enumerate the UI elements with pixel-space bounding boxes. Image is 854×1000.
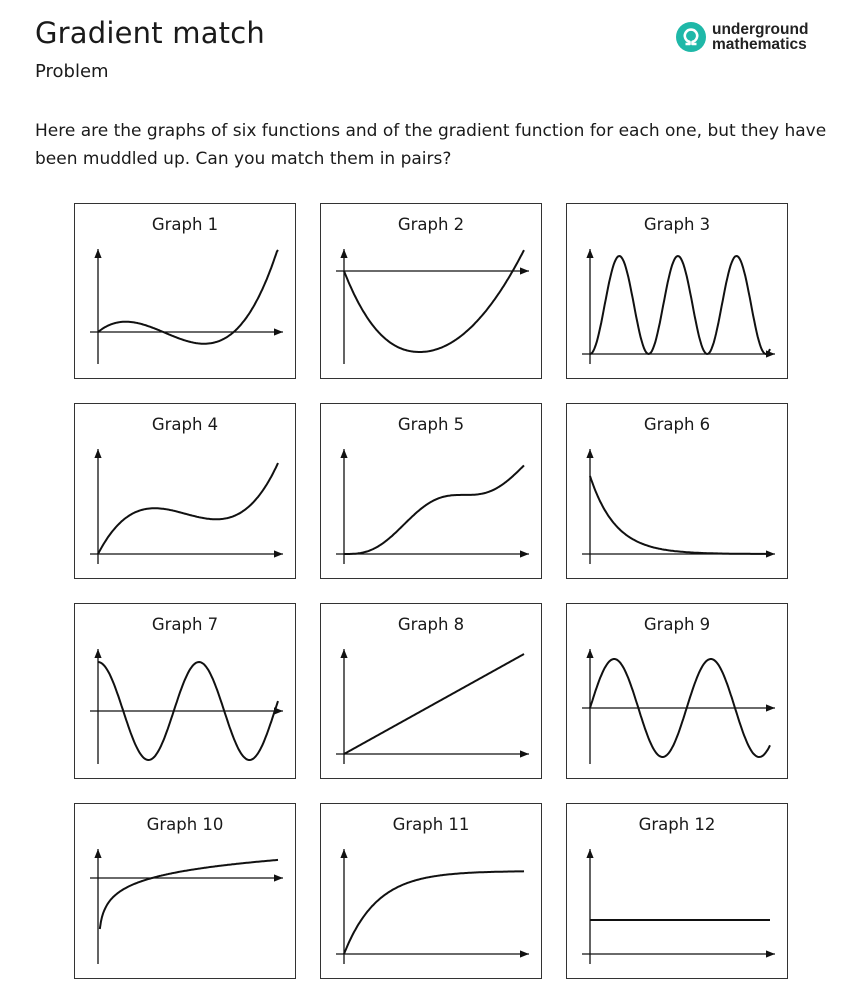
graph-plot bbox=[75, 604, 297, 780]
graph-plot bbox=[567, 204, 789, 380]
graph-card-9[interactable] bbox=[566, 603, 788, 779]
graph-curve bbox=[590, 476, 770, 554]
graph-axes bbox=[582, 449, 775, 564]
graph-plot bbox=[567, 404, 789, 580]
graph-grid bbox=[74, 203, 788, 979]
axis-arrowhead bbox=[274, 550, 283, 557]
graph-card-3[interactable] bbox=[566, 203, 788, 379]
graph-label: Graph 2 bbox=[397, 215, 465, 234]
graph-label: Graph 6 bbox=[643, 415, 711, 434]
axis-arrowhead bbox=[766, 950, 775, 957]
axis-arrowhead bbox=[520, 750, 529, 757]
graph-curve bbox=[98, 463, 278, 554]
underground-mathematics-logo[interactable] bbox=[676, 22, 808, 52]
graph-axes bbox=[336, 449, 529, 564]
graph-plot bbox=[321, 404, 543, 580]
graph-curve bbox=[98, 250, 278, 344]
graph-plot bbox=[321, 204, 543, 380]
graph-label: Graph 12 bbox=[638, 815, 716, 834]
axis-arrowhead bbox=[586, 249, 593, 258]
axis-arrowhead bbox=[94, 849, 101, 858]
graph-card-2[interactable] bbox=[320, 203, 542, 379]
graph-plot bbox=[567, 604, 789, 780]
axis-arrowhead bbox=[586, 649, 593, 658]
axis-arrowhead bbox=[340, 449, 347, 458]
axis-arrowhead bbox=[340, 649, 347, 658]
graph-axes bbox=[336, 249, 529, 364]
graph-card-5[interactable] bbox=[320, 403, 542, 579]
graph-curve bbox=[344, 654, 524, 754]
axis-arrowhead bbox=[586, 849, 593, 858]
graph-plot bbox=[321, 604, 543, 780]
graph-card-1[interactable] bbox=[74, 203, 296, 379]
page-title: Gradient match bbox=[35, 16, 265, 50]
axis-arrowhead bbox=[274, 328, 283, 335]
axis-arrowhead bbox=[94, 449, 101, 458]
graph-label: Graph 4 bbox=[151, 415, 219, 434]
graph-label: Graph 8 bbox=[397, 615, 465, 634]
logo-line-1: underground bbox=[712, 21, 809, 38]
graph-axes bbox=[582, 249, 775, 364]
graph-plot bbox=[75, 404, 297, 580]
graph-card-7[interactable] bbox=[74, 603, 296, 779]
graph-plot bbox=[321, 804, 543, 980]
graph-label: Graph 11 bbox=[392, 815, 470, 834]
graph-card-12[interactable] bbox=[566, 803, 788, 979]
graph-label: Graph 10 bbox=[146, 815, 224, 834]
graph-plot bbox=[75, 804, 297, 980]
graph-label: Graph 5 bbox=[397, 415, 465, 434]
axis-arrowhead bbox=[520, 550, 529, 557]
graph-axes bbox=[90, 449, 283, 564]
axis-arrowhead bbox=[766, 704, 775, 711]
page-subtitle: Problem bbox=[35, 61, 109, 82]
axis-arrowhead bbox=[520, 950, 529, 957]
omega-logo-icon bbox=[676, 22, 706, 52]
graph-card-11[interactable] bbox=[320, 803, 542, 979]
graph-label: Graph 9 bbox=[643, 615, 711, 634]
graph-label: Graph 3 bbox=[643, 215, 711, 234]
graph-curve bbox=[344, 250, 524, 352]
graph-axes bbox=[582, 649, 775, 764]
graph-label: Graph 1 bbox=[151, 215, 219, 234]
graph-plot bbox=[567, 804, 789, 980]
graph-curve bbox=[344, 871, 524, 954]
axis-arrowhead bbox=[520, 267, 529, 274]
graph-axes bbox=[582, 849, 775, 964]
graph-axes bbox=[90, 649, 283, 764]
logo-wordmark bbox=[712, 22, 808, 52]
graph-axes bbox=[90, 849, 283, 964]
graph-curve bbox=[590, 256, 770, 354]
logo-line-2: mathematics bbox=[712, 36, 807, 53]
graph-card-8[interactable] bbox=[320, 603, 542, 779]
graph-label: Graph 7 bbox=[151, 615, 219, 634]
graph-card-10[interactable] bbox=[74, 803, 296, 979]
graph-axes bbox=[336, 849, 529, 964]
axis-arrowhead bbox=[340, 249, 347, 258]
axis-arrowhead bbox=[340, 849, 347, 858]
graph-card-6[interactable] bbox=[566, 403, 788, 579]
axis-arrowhead bbox=[274, 874, 283, 881]
problem-statement: Here are the graphs of six functions and of the gradient function for each one, but they have been muddled up. Can you match them in pairs? bbox=[35, 121, 827, 169]
graph-curve bbox=[100, 860, 278, 929]
axis-arrowhead bbox=[586, 449, 593, 458]
axis-arrowhead bbox=[94, 649, 101, 658]
axis-arrowhead bbox=[94, 249, 101, 258]
graph-plot bbox=[75, 204, 297, 380]
graph-curve bbox=[344, 465, 524, 554]
graph-card-4[interactable] bbox=[74, 403, 296, 579]
